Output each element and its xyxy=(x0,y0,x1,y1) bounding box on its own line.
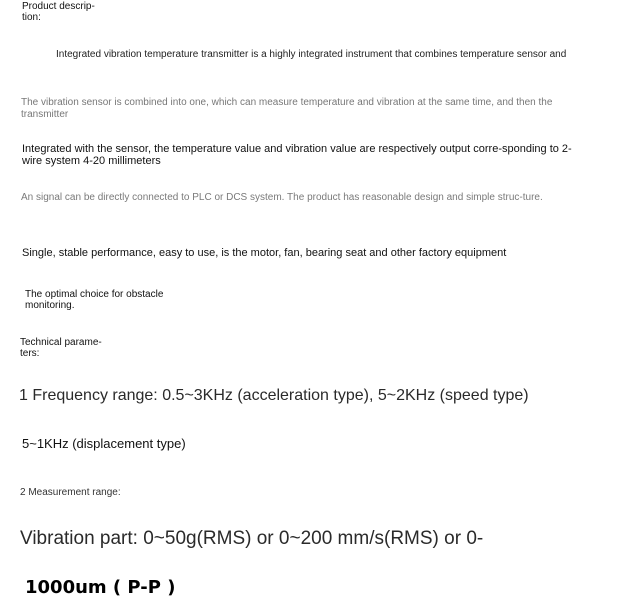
description-paragraph-2: The vibration sensor is combined into one, which can measure temperature and vibration at the same time, and then the transmitter xyxy=(21,97,553,120)
description-paragraph-3: Integrated with the sensor, the temperature value and vibration value are respectively output corre-sponding to 2-wire system 4-20 millimeters xyxy=(22,143,572,167)
frequency-range-line-1: 1 Frequency range: 0.5~3KHz (acceleration type), 5~2KHz (speed type) xyxy=(19,387,529,404)
description-paragraph-5: Single, stable performance, easy to use, is the motor, fan, bearing seat and other factory equipment xyxy=(22,247,507,259)
product-description-heading: Product descrip-tion: xyxy=(22,1,95,23)
measurement-range-label: 2 Measurement range: xyxy=(20,487,121,498)
technical-parameters-heading: Technical parame-ters: xyxy=(20,337,102,359)
vibration-part-range-cont: 1000um ( P-P ) xyxy=(25,577,176,598)
description-paragraph-4: An signal can be directly connected to PLC or DCS system. The product has reasonable design and simple struc-ture. xyxy=(21,192,543,203)
description-paragraph-6: The optimal choice for obstacle monitoring. xyxy=(25,289,164,311)
vibration-part-range: Vibration part: 0~50g(RMS) or 0~200 mm/s(RMS) or 0- xyxy=(20,528,484,549)
description-paragraph-1: Integrated vibration temperature transmitter is a highly integrated instrument that combines temperature sensor and xyxy=(56,49,567,60)
frequency-range-line-2: 5~1KHz (displacement type) xyxy=(22,436,186,451)
